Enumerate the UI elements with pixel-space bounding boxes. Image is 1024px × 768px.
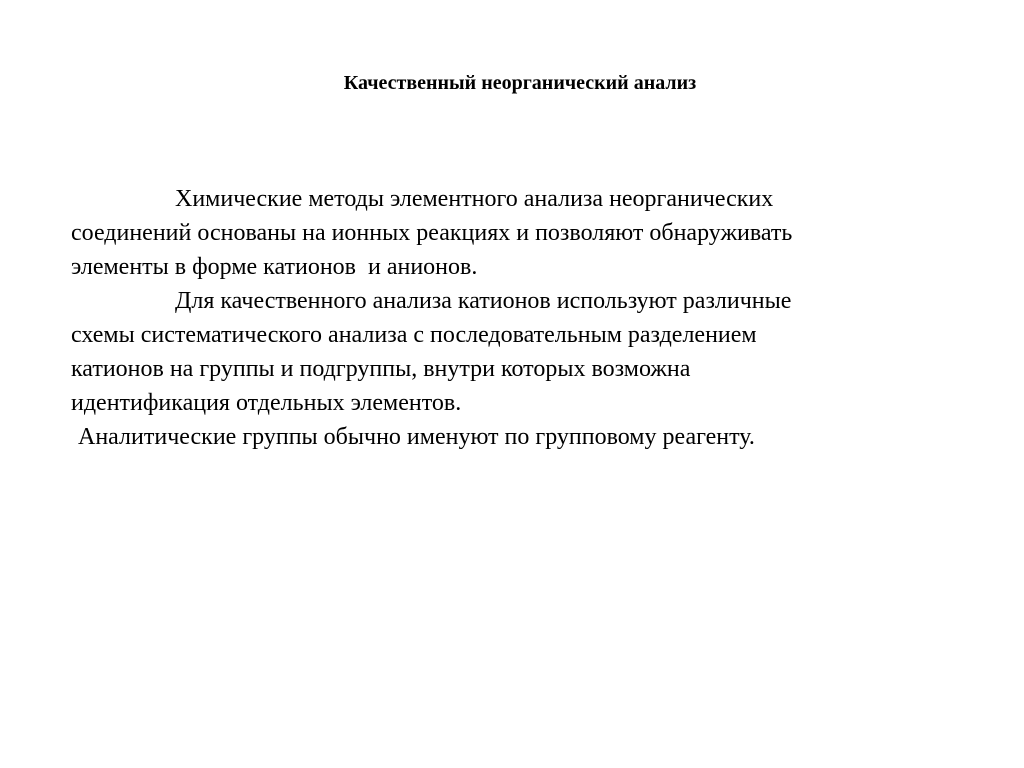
paragraph-line: схемы систематического анализа с последовательным разделением xyxy=(71,322,757,348)
paragraph-line: катионов на группы и подгруппы, внутри которых возможна xyxy=(71,356,691,382)
paragraph-line: Для качественного анализа катионов используют различные xyxy=(175,288,792,314)
paragraph-analytical-groups xyxy=(71,420,971,454)
paragraph-cation-analysis xyxy=(71,284,971,420)
paragraph-chemical-methods xyxy=(71,182,971,284)
paragraph-line: соединений основаны на ионных реакциях и позволяют обнаруживать xyxy=(71,220,793,246)
paragraph-line: идентификация отдельных элементов. xyxy=(71,390,462,416)
paragraph-line: элементы в форме катионов и анионов. xyxy=(71,254,478,280)
slide-body xyxy=(71,182,971,454)
slide-title: Качественный неорганический анализ xyxy=(343,72,697,94)
paragraph-line: Химические методы элементного анализа неорганических xyxy=(175,186,774,212)
paragraph-line: Аналитические группы обычно именуют по групповому реагенту. xyxy=(78,424,755,450)
